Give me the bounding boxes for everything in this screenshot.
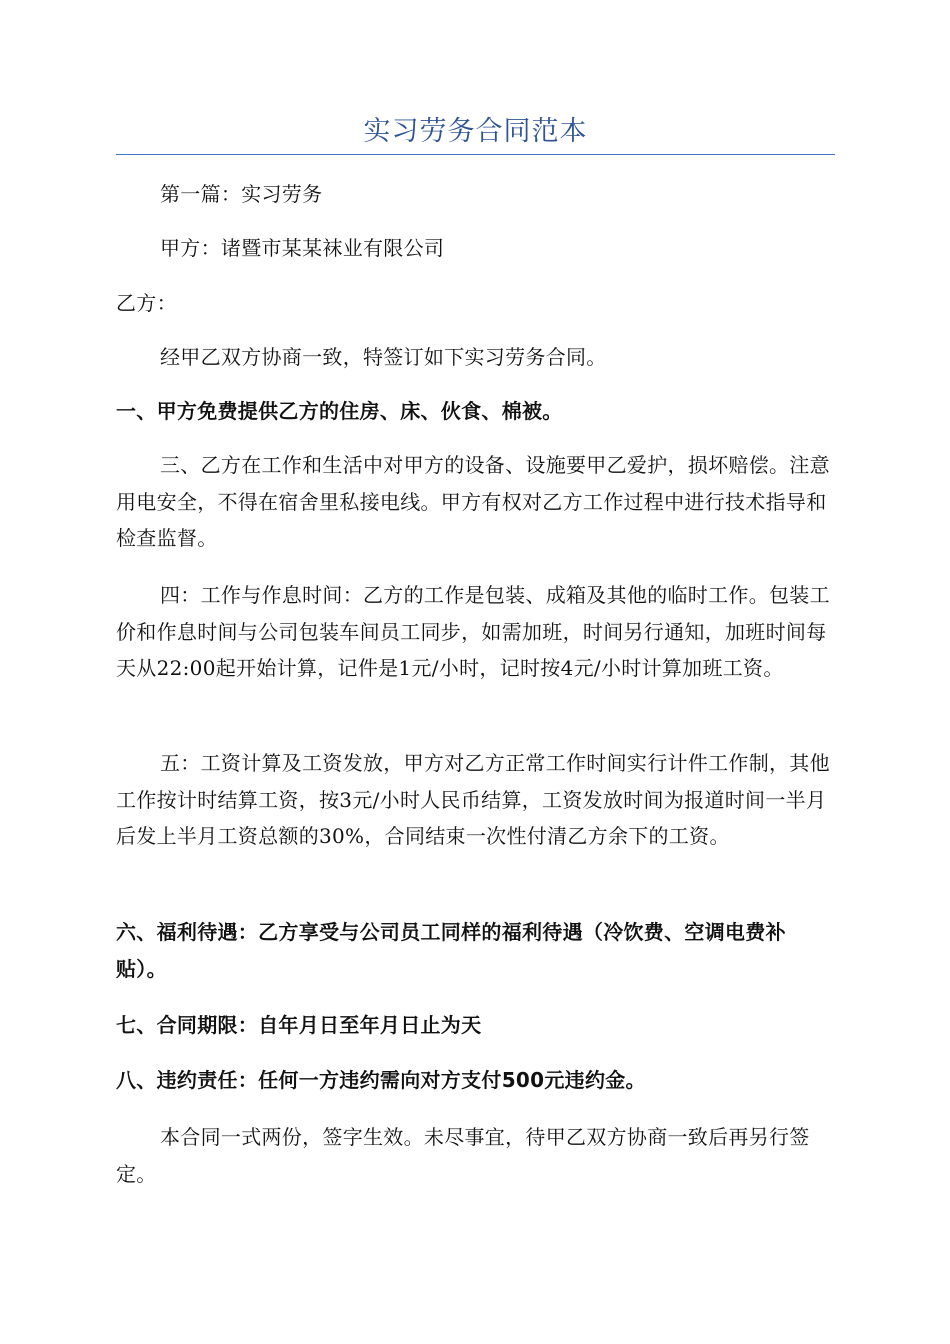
paragraph-intro: 经甲乙双方协商一致，特签订如下实习劳务合同。 [160, 345, 607, 369]
paragraph-section-heading: 第一篇：实习劳务 [160, 182, 323, 206]
clause-6-benefits: 六、福利待遇：乙方享受与公司员工同样的福利待遇（冷饮费、空调电费补贴）。 [116, 920, 786, 981]
clause-5-wages: 五：工资计算及工资发放，甲方对乙方正常工作时间实行计件工作制，其他工作按计时结算工资，按3元/小时人民币结算，工资发放时间为报道时间一半月后发上半月工资总额的30%，合同结束一次性付清乙方余下的工资。 [116, 751, 830, 848]
paragraph-party-a: 甲方：诸暨市某某袜业有限公司 [160, 236, 445, 260]
paragraph-party-b: 乙方： [116, 291, 177, 315]
clause-7-term: 七、合同期限：自年月日至年月日止为天 [116, 1013, 482, 1037]
paragraph-closing: 本合同一式两份，签字生效。未尽事宜，待甲乙双方协商一致后再另行签定。 [116, 1125, 810, 1186]
clause-8-breach: 八、违约责任：任何一方违约需向对方支付500元违约金。 [116, 1068, 646, 1092]
clause-1-housing: 一、甲方免费提供乙方的住房、床、伙食、棉被。 [116, 399, 563, 423]
document-title: 实习劳务合同范本 [363, 116, 588, 147]
clause-3-equipment: 三、乙方在工作和生活中对甲方的设备、设施要甲乙爱护，损坏赔偿。注意用电安全，不得在宿舍里私接电线。甲方有权对乙方工作过程中进行技术指导和检查监督。 [116, 453, 830, 550]
title-underline [116, 154, 835, 155]
clause-4-work-hours: 四：工作与作息时间：乙方的工作是包装、成箱及其他的临时工作。包装工价和作息时间与公司包装车间员工同步，如需加班，时间另行通知，加班时间每天从22:00起开始计算，记件是1元/小时，记时按4元/小时计算加班工资。 [116, 583, 830, 680]
